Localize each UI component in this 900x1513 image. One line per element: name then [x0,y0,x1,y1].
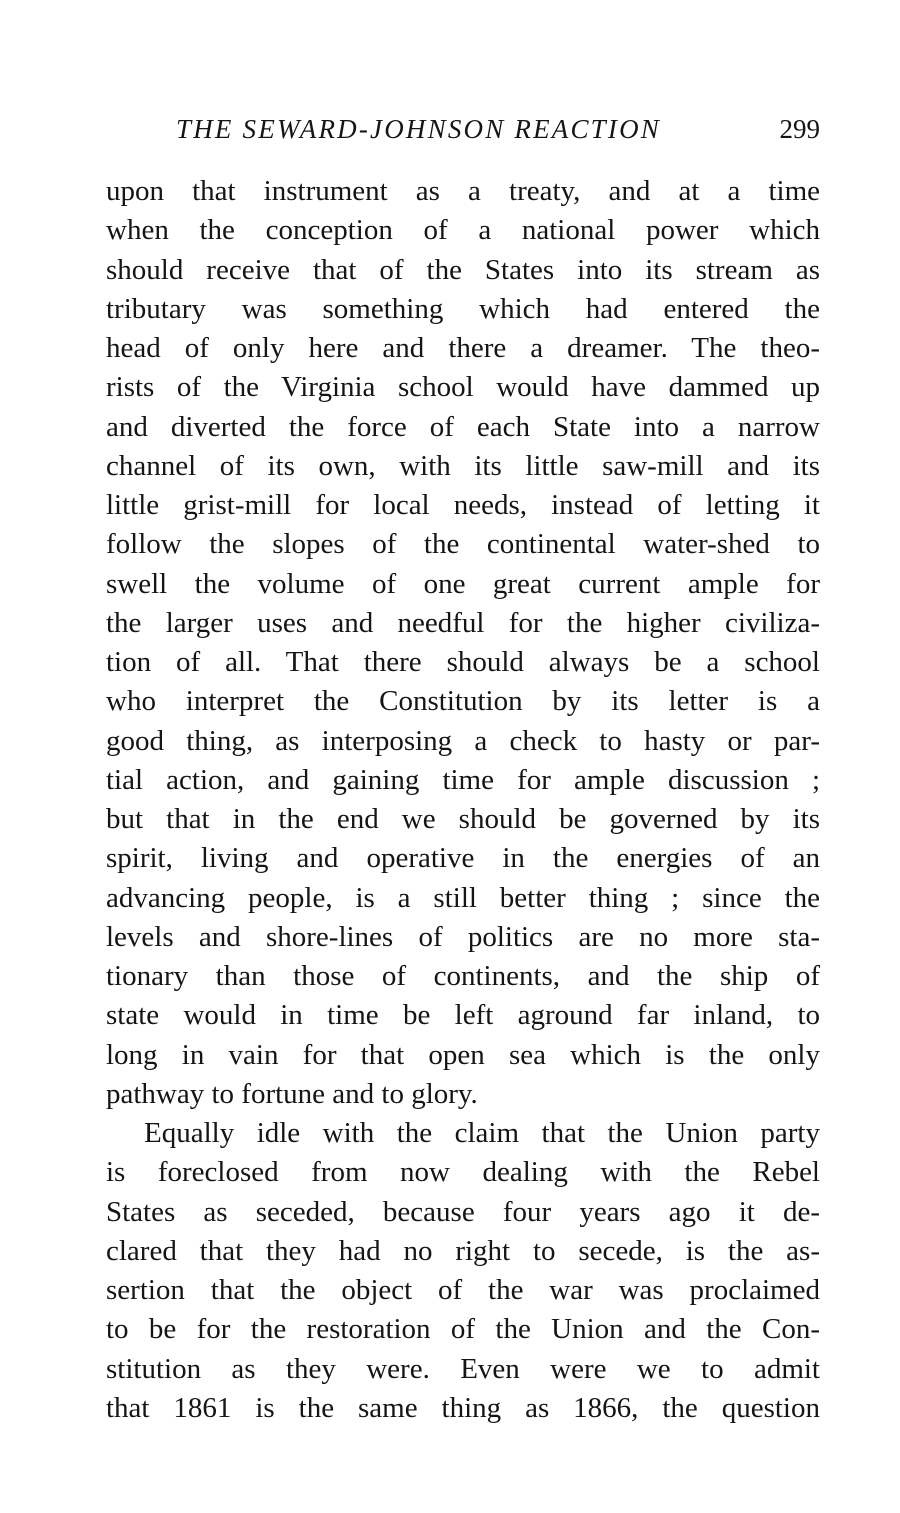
paragraph-2 [106,1114,820,1428]
text-line: channel of its own, with its little saw-mill and its [106,449,820,482]
text-line: and diverted the force of each State into a narrow [106,410,820,443]
page-header [108,114,820,154]
text-line: to be for the restoration of the Union and the Con- [106,1313,820,1346]
text-line: tial action, and gaining time for ample discussion ; [106,763,820,796]
text-line: clared that they had no right to secede, is the as- [106,1234,820,1267]
running-head: THE SEWARD-JOHNSON REACTION [176,114,661,144]
text-line: follow the slopes of the continental water-shed to [106,528,820,561]
text-line: sertion that the object of the war was proclaimed [106,1274,820,1306]
text-line: Equally idle with the claim that the Union party [144,1117,820,1149]
body-text [106,172,820,1428]
text-line: state would in time be left aground far inland, to [106,999,820,1032]
text-line: swell the volume of one great current ample for [106,567,820,600]
text-line: advancing people, is a still better thing ; since the [106,881,820,914]
text-line: the larger uses and needful for the higher civiliza- [106,606,820,639]
paragraph-1 [106,172,820,1114]
text-line: that 1861 is the same thing as 1866, the question [106,1391,820,1424]
text-line: levels and shore-lines of politics are no more sta- [106,920,820,953]
text-line: pathway to fortune and to glory. [106,1077,478,1110]
text-line: should receive that of the States into its stream as [106,253,820,286]
text-line: who interpret the Constitution by its letter is a [106,685,820,718]
text-line: rists of the Virginia school would have dammed up [106,371,820,404]
text-line: good thing, as interposing a check to hasty or par- [106,724,820,757]
text-line: tion of all. That there should always be a school [106,646,820,678]
text-line: stitution as they were. Even were we to admit [106,1352,820,1385]
text-line: upon that instrument as a treaty, and at a time [106,175,820,207]
text-line: tionary than those of continents, and the ship of [106,960,820,992]
text-line: States as seceded, because four years ago it de- [106,1195,820,1228]
text-line: long in vain for that open sea which is the only [106,1038,820,1071]
text-line: but that in the end we should be governed by its [106,803,820,835]
text-line: when the conception of a national power which [106,214,820,247]
text-line: is foreclosed from now dealing with the Rebel [106,1156,820,1189]
text-line: spirit, living and operative in the energies of an [106,842,820,875]
text-line: little grist-mill for local needs, instead of letting it [106,489,820,521]
text-line: tributary was something which had entered the [106,292,820,325]
page-number: 299 [779,114,820,144]
text-line: head of only here and there a dreamer. The theo- [106,332,820,364]
